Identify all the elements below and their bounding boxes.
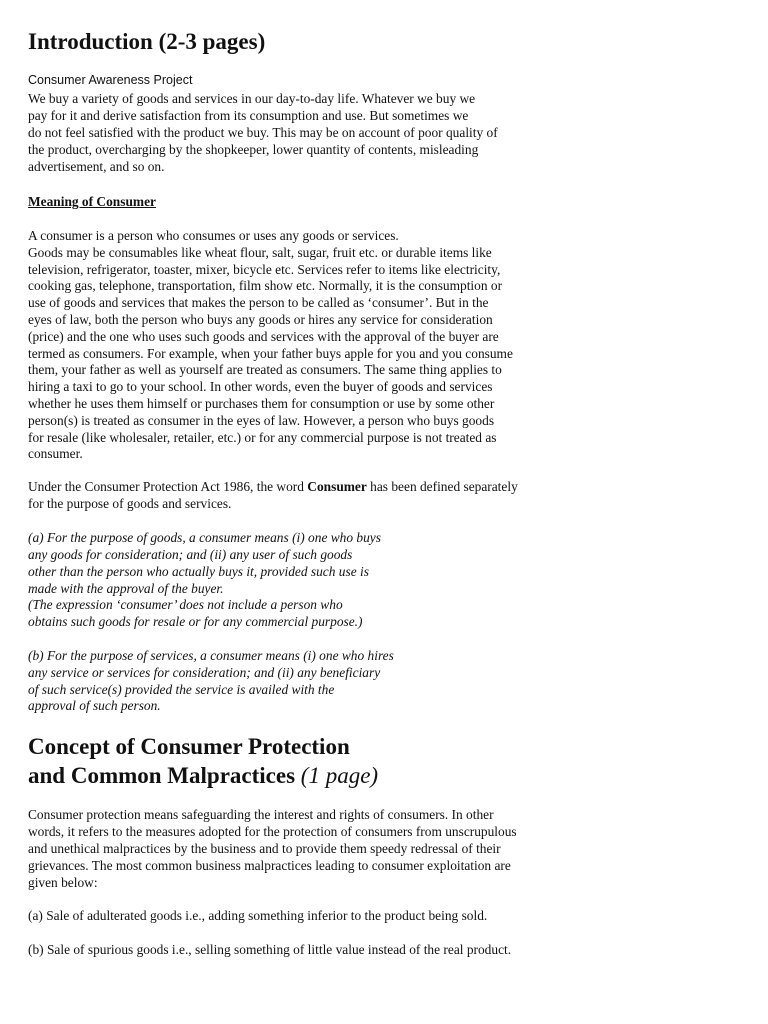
- meaning-line: A consumer is a person who consumes or uses any goods or services.: [28, 228, 399, 243]
- concept-title-line1: Concept of Consumer Protection: [28, 734, 350, 759]
- act-line: [28, 478, 518, 495]
- meaning-line: termed as consumers. For example, when your father buys apple for you and you consume: [28, 346, 513, 361]
- goods-definition-line: any goods for consideration; and (ii) any user of such goods: [28, 547, 353, 562]
- malpractice-item-b: (b) Sale of spurious goods i.e., selling something of little value instead of the real product.: [28, 942, 512, 957]
- intro-line: We buy a variety of goods and services in our day-to-day life. Whatever we buy we: [28, 91, 476, 106]
- meaning-line: whether he uses them himself or purchases them for consumption or use by some other: [28, 396, 495, 411]
- services-definition-line: any service or services for consideration; and (ii) any beneficiary: [28, 665, 381, 680]
- intro-line: advertisement, and so on.: [28, 159, 165, 174]
- meaning-line: consumer.: [28, 446, 83, 461]
- concept-line: grievances. The most common business malpractices leading to consumer exploitation are: [28, 858, 511, 873]
- goods-definition-line: (The expression ‘consumer’ does not include a person who: [28, 597, 343, 612]
- goods-definition-line: obtains such goods for resale or for any commercial purpose.): [28, 614, 363, 629]
- meaning-line: use of goods and services that makes the person to be called as ‘consumer’. But in the: [28, 295, 489, 310]
- intro-line: do not feel satisfied with the product we buy. This may be on account of poor quality of: [28, 125, 498, 140]
- meaning-line: cooking gas, telephone, transportation, film show etc. Normally, it is the consumption or: [28, 278, 503, 293]
- goods-definition-line: made with the approval of the buyer.: [28, 581, 224, 596]
- meaning-line: Goods may be consumables like wheat flour, salt, sugar, fruit etc. or durable items like: [28, 245, 492, 260]
- services-definition-line: (b) For the purpose of services, a consumer means (i) one who hires: [28, 648, 394, 663]
- meaning-line: television, refrigerator, toaster, mixer, bicycle etc. Services refer to items like electricity,: [28, 262, 501, 277]
- act-line-pre: Under the Consumer Protection Act 1986, the word: [28, 479, 308, 494]
- meaning-line: person(s) is treated as consumer in the eyes of law. However, a person who buys goods: [28, 413, 495, 428]
- services-definition-line: approval of such person.: [28, 698, 161, 713]
- intro-line: the product, overcharging by the shopkeeper, lower quantity of contents, misleading: [28, 142, 479, 157]
- act-line-bold: Consumer: [307, 479, 367, 494]
- malpractice-item-a: (a) Sale of adulterated goods i.e., adding something inferior to the product being sold.: [28, 908, 488, 923]
- intro-subtitle: Consumer Awareness Project: [28, 73, 193, 87]
- concept-line: given below:: [28, 875, 98, 890]
- services-definition-line: of such service(s) provided the service is availed with the: [28, 682, 335, 697]
- concept-line: and unethical malpractices by the business and to provide them speedy redressal of their: [28, 841, 501, 856]
- concept-title-line2: [28, 762, 378, 790]
- meaning-line: (price) and the one who uses such goods and services with the approval of the buyer are: [28, 329, 499, 344]
- meaning-line: hiring a taxi to go to your school. In other words, even the buyer of goods and services: [28, 379, 493, 394]
- act-line: for the purpose of goods and services.: [28, 496, 232, 511]
- goods-definition-line: other than the person who actually buys it, provided such use is: [28, 564, 369, 579]
- concept-line: Consumer protection means safeguarding the interest and rights of consumers. In other: [28, 807, 494, 822]
- concept-title-note: (1 page): [300, 763, 379, 788]
- goods-definition-line: (a) For the purpose of goods, a consumer means (i) one who buys: [28, 530, 381, 545]
- meaning-line: eyes of law, both the person who buys any goods or hires any service for consideration: [28, 312, 493, 327]
- meaning-line: for resale (like wholesaler, retailer, etc.) or for any commercial purpose is not treated as: [28, 430, 497, 445]
- meaning-heading: Meaning of Consumer: [28, 194, 156, 209]
- intro-title: Introduction (2-3 pages): [28, 29, 266, 54]
- meaning-line: them, your father as well as yourself are treated as consumers. The same thing applies to: [28, 362, 502, 377]
- concept-line: words, it refers to the measures adopted for the protection of consumers from unscrupulous: [28, 824, 517, 839]
- intro-line: pay for it and derive satisfaction from its consumption and use. But sometimes we: [28, 108, 469, 123]
- concept-title-main: and Common Malpractices: [28, 763, 296, 788]
- act-line-post: has been defined separately: [366, 479, 518, 494]
